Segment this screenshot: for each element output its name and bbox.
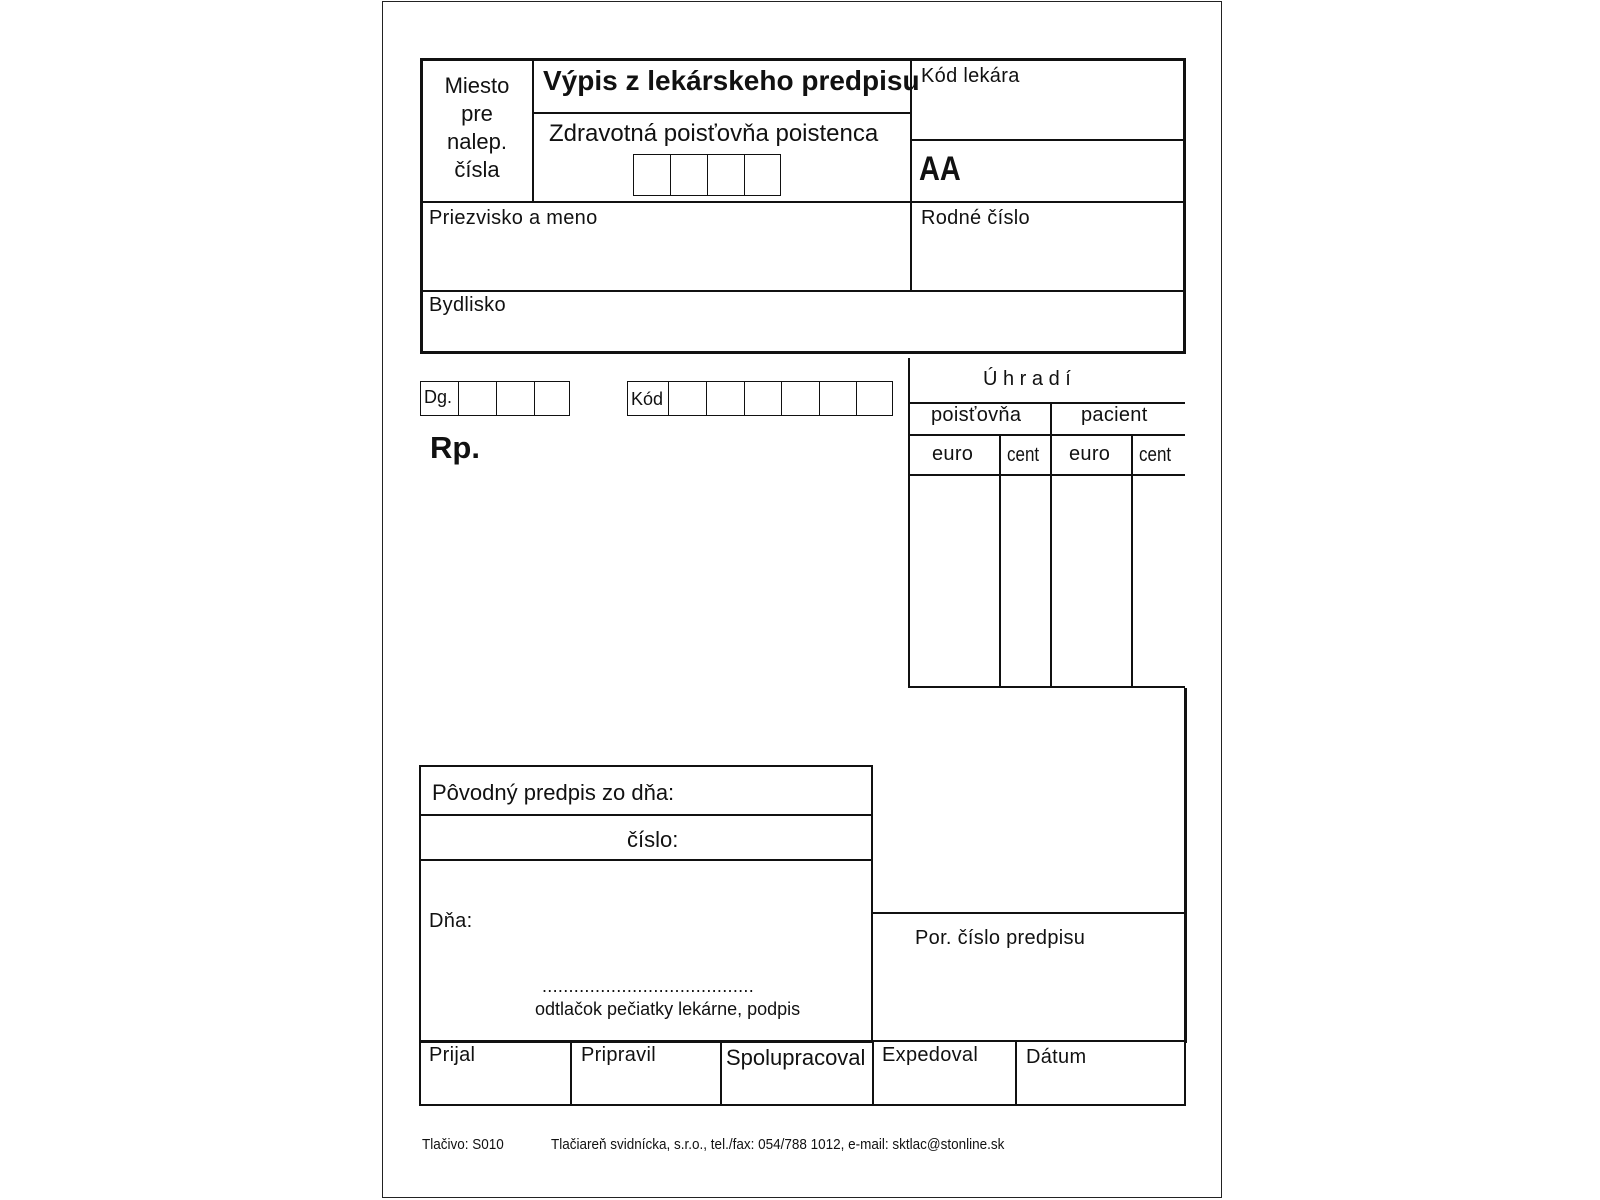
series-code: AA [919,150,961,188]
received-label: Prijal [429,1044,476,1066]
sticker-label [423,72,531,184]
header-block [420,58,1186,354]
order-number-label: Por. číslo predpisu [915,927,1086,949]
birth-number-label: Rodné číslo [921,207,1030,229]
stamp-label: odtlačok pečiatky lekárne, podpis [535,999,801,1019]
day-label: Dňa: [429,910,473,932]
form-code: Tlačivo: S010 [422,1136,504,1153]
original-date-label: Pôvodný predpis zo dňa: [432,780,675,805]
prepared-label: Pripravil [581,1044,656,1066]
patient-cent-header: cent [1139,444,1172,466]
payment-patient-header: pacient [1081,404,1148,426]
sticker-label-line: pre [461,101,493,126]
insurer-label: Zdravotná poisťovňa poistenca [549,120,879,147]
code-boxes[interactable] [627,381,893,416]
signature-dots: ........................................ [542,976,755,996]
printer-info: Tlačiareň svidnícka, s.r.o., tel./fax: 054/788 1012, e-mail: sktlac@stonline.sk [551,1136,1005,1153]
patient-euro-header: euro [1069,443,1111,465]
original-number-label: číslo: [627,827,679,852]
rp-label: Rp. [430,430,480,465]
sticker-label-line: Miesto [444,73,510,98]
payment-title: Ú h r a d í [983,368,1071,390]
diagnosis-label: Dg. [424,387,453,407]
cooperated-label: Spolupracoval [726,1045,866,1070]
address-label: Bydlisko [429,294,506,316]
insurer-euro-header: euro [932,443,974,465]
prescription-form [382,1,1222,1198]
doctor-code-label: Kód lekára [921,65,1020,87]
insurer-code-boxes[interactable] [633,154,781,196]
name-label: Priezvisko a meno [429,207,598,229]
payment-insurer-header: poisťovňa [931,404,1022,426]
sticker-label-line: nalep. [447,129,507,154]
sticker-label-line: čísla [454,157,500,182]
code-label: Kód [631,389,664,409]
form-title: Výpis z lekárskeho predpisu [543,65,920,96]
insurer-cent-header: cent [1007,444,1040,466]
date-label: Dátum [1026,1046,1087,1068]
dispatched-label: Expedoval [882,1044,979,1066]
